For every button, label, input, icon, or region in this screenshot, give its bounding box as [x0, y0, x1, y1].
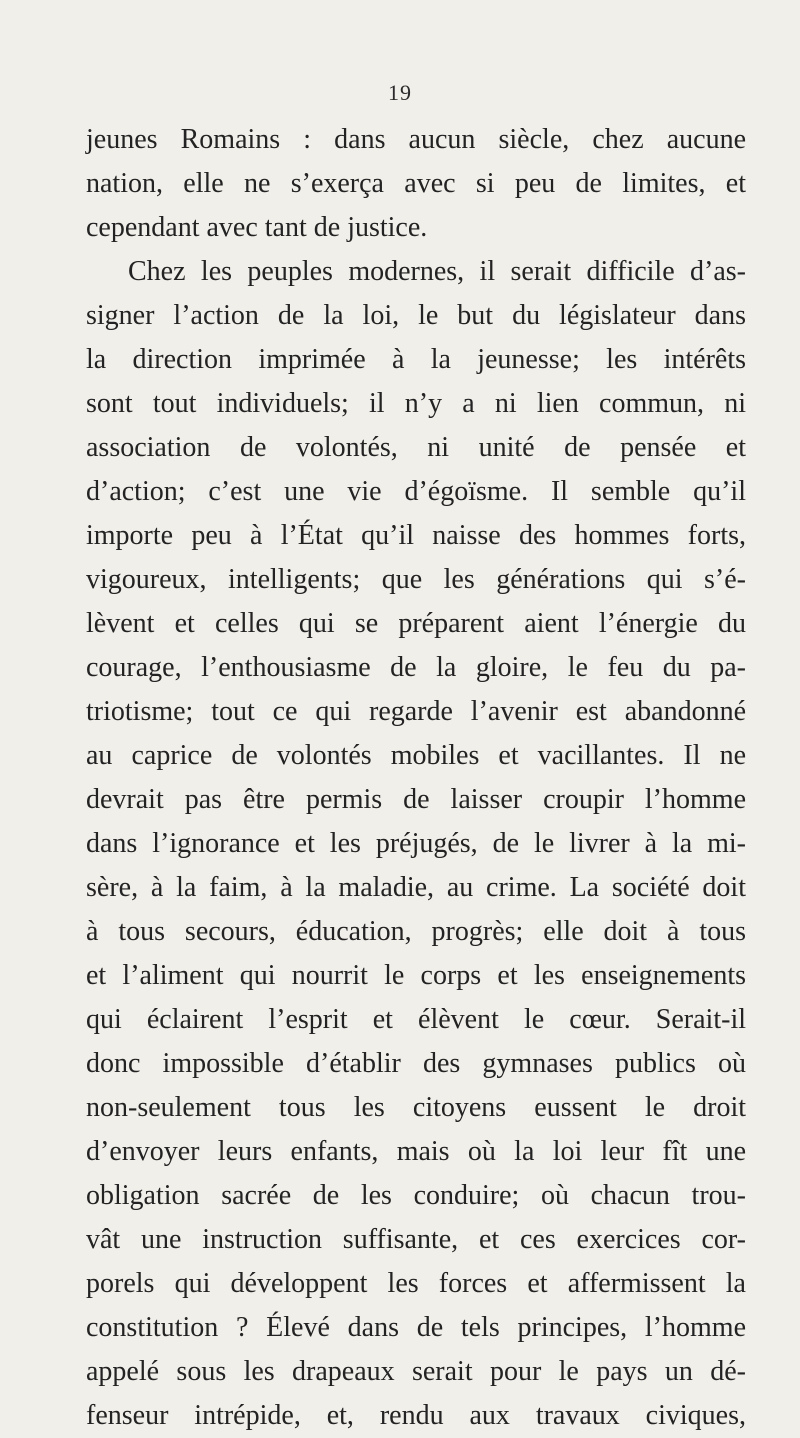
text-line: lèvent et celles qui se préparent aient l’énergie du — [86, 608, 746, 639]
text-line: sont tout individuels; il n’y a ni lien commun, ni — [86, 388, 746, 419]
text-line: nation, elle ne s’exerça avec si peu de limites, et — [86, 168, 746, 199]
text-line: la direction imprimée à la jeunesse; les intérêts — [86, 344, 746, 375]
text-line: sère, à la faim, à la maladie, au crime. La société doit — [86, 872, 746, 903]
page-number: 19 — [388, 80, 412, 105]
text-line: d’envoyer leurs enfants, mais où la loi leur fît une — [86, 1136, 746, 1167]
text-line: constitution ? Élevé dans de tels principes, l’homme — [86, 1312, 746, 1343]
body-text — [86, 118, 746, 1438]
text-line: obligation sacrée de les conduire; où chacun trou- — [86, 1180, 746, 1211]
text-line: appelé sous les drapeaux serait pour le pays un dé- — [86, 1356, 746, 1387]
text-line: importe peu à l’État qu’il naisse des hommes forts, — [86, 520, 746, 551]
text-line: devrait pas être permis de laisser croupir l’homme — [86, 784, 746, 815]
text-line: vât une instruction suffisante, et ces exercices cor- — [86, 1224, 746, 1255]
text-line: qui éclairent l’esprit et élèvent le cœur. Serait-il — [86, 1004, 746, 1035]
text-line: porels qui développent les forces et affermissent la — [86, 1268, 746, 1299]
text-line: Chez les peuples modernes, il serait difficile d’as- — [128, 256, 746, 287]
text-line: association de volontés, ni unité de pensée et — [86, 432, 746, 463]
text-line: donc impossible d’établir des gymnases publics où — [86, 1048, 746, 1079]
text-line: et l’aliment qui nourrit le corps et les enseignements — [86, 960, 746, 991]
text-line: dans l’ignorance et les préjugés, de le livrer à la mi- — [86, 828, 746, 859]
text-line: triotisme; tout ce qui regarde l’avenir est abandonné — [86, 696, 746, 727]
text-line: non-seulement tous les citoyens eussent le droit — [86, 1092, 746, 1123]
text-line: cependant avec tant de justice. — [86, 212, 428, 243]
text-line: à tous secours, éducation, progrès; elle doit à tous — [86, 916, 746, 947]
text-line: d’action; c’est une vie d’égoïsme. Il semble qu’il — [86, 476, 746, 507]
text-line: courage, l’enthousiasme de la gloire, le feu du pa- — [86, 652, 746, 683]
text-line: au caprice de volontés mobiles et vacillantes. Il ne — [86, 740, 746, 771]
text-line: vigoureux, intelligents; que les générations qui s’é- — [86, 564, 746, 595]
text-line: fenseur intrépide, et, rendu aux travaux civiques, — [86, 1400, 746, 1431]
text-line: jeunes Romains : dans aucun siècle, chez aucune — [86, 124, 746, 155]
text-line: signer l’action de la loi, le but du législateur dans — [86, 300, 746, 331]
